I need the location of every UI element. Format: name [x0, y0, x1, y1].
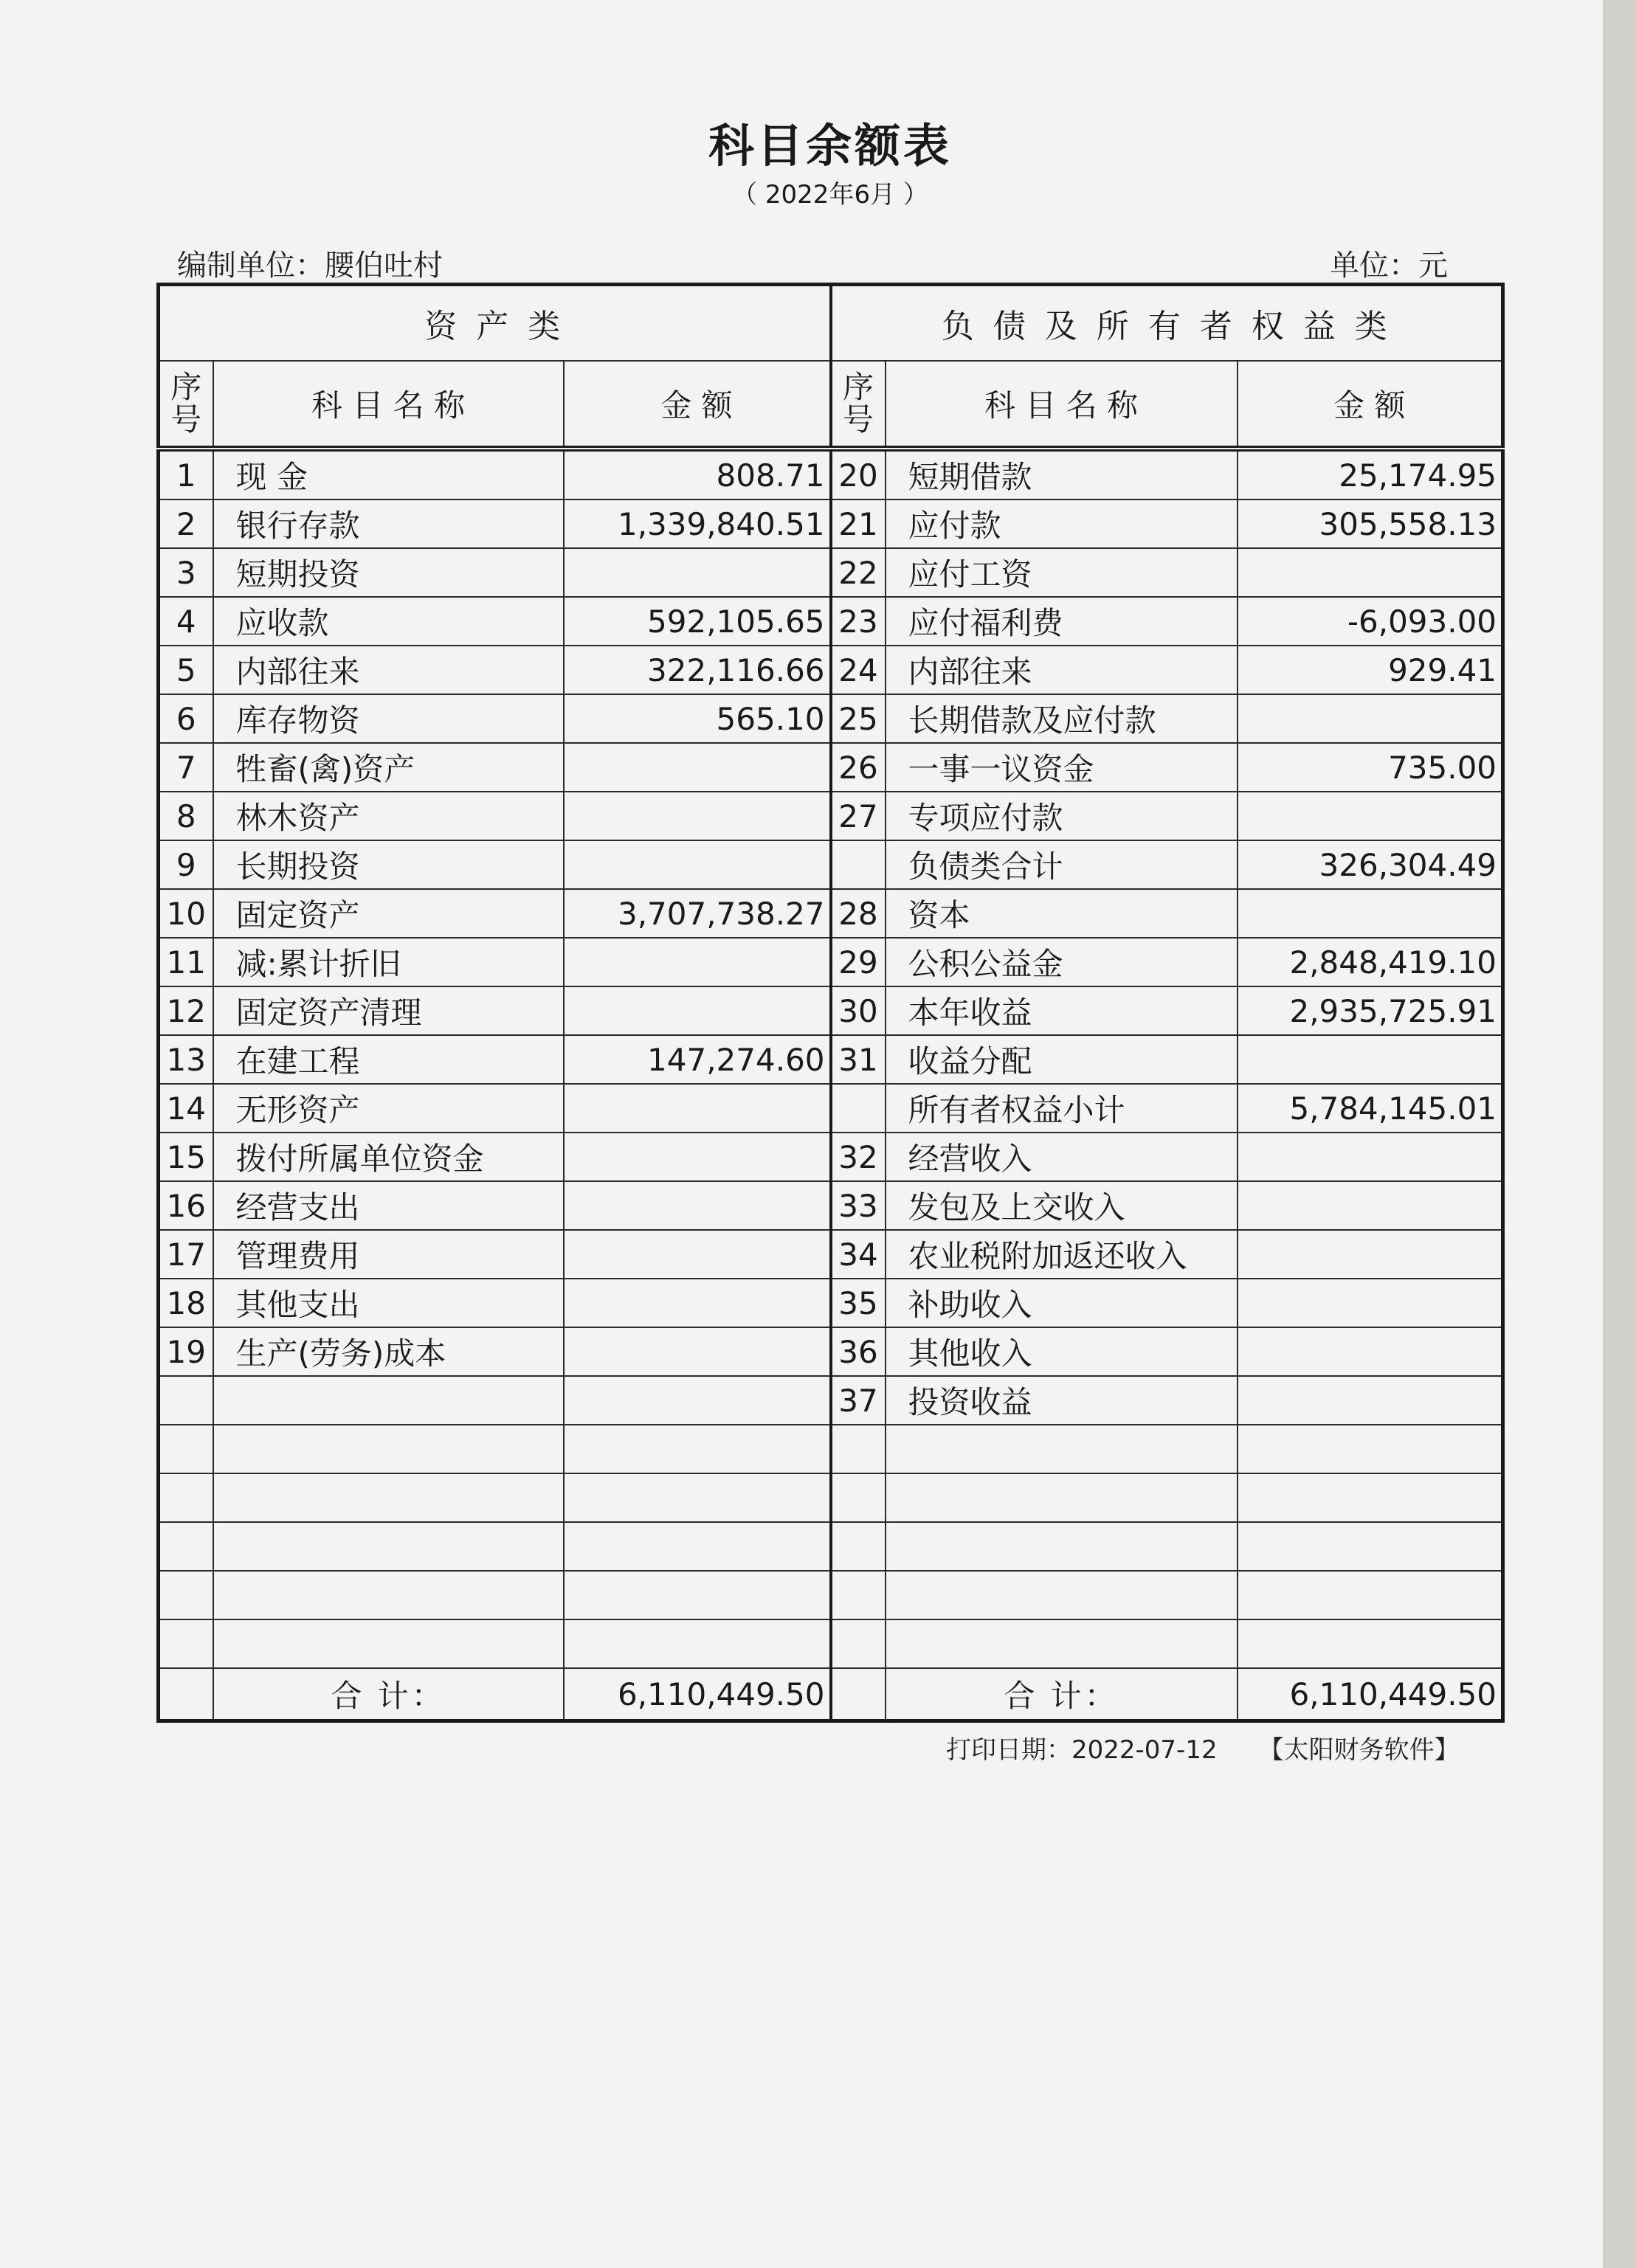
liability-subject-name: 负债类合计: [886, 840, 1238, 889]
liability-amount: 735.00: [1238, 743, 1503, 792]
liability-seq: [831, 840, 886, 889]
table-row: [159, 597, 1503, 646]
liability-amount: 25,174.95: [1238, 449, 1503, 499]
table-row: [159, 646, 1503, 694]
liability-amount: 326,304.49: [1238, 840, 1503, 889]
asset-subject-name: 拨付所属单位资金: [213, 1133, 564, 1181]
liability-subject-name: 其他收入: [886, 1327, 1238, 1376]
table-row: [159, 792, 1503, 840]
asset-subject-name: 内部往来: [213, 646, 564, 694]
liability-amount: [1238, 1376, 1503, 1425]
liability-subject-name: 经营收入: [886, 1133, 1238, 1181]
liability-seq: 22: [831, 548, 886, 597]
asset-subject-name: [213, 1571, 564, 1619]
liability-subject-name: 公积公益金: [886, 938, 1238, 986]
liability-amount: [1238, 1279, 1503, 1327]
category-row: [159, 285, 1503, 362]
asset-subject-name: 生产(劳务)成本: [213, 1327, 564, 1376]
table-row: [159, 1279, 1503, 1327]
liability-subject-name: 专项应付款: [886, 792, 1238, 840]
liability-seq: 35: [831, 1279, 886, 1327]
assets-total-seq: [159, 1668, 213, 1721]
liability-amount: [1238, 548, 1503, 597]
liability-amount: [1238, 1230, 1503, 1279]
asset-amount: [564, 548, 831, 597]
liability-seq: 25: [831, 694, 886, 743]
asset-amount: 147,274.60: [564, 1035, 831, 1084]
preparing-unit: 编制单位：腰伯吐村: [177, 249, 443, 283]
asset-subject-name: 减:累计折旧: [213, 938, 564, 986]
asset-amount: [564, 1571, 831, 1619]
table-row: [159, 1376, 1503, 1425]
liability-seq: 31: [831, 1035, 886, 1084]
table-row: [159, 1571, 1503, 1619]
seq-header-right: 序 号: [831, 361, 886, 449]
table-row: [159, 1619, 1503, 1668]
asset-seq: 6: [159, 694, 213, 743]
liability-amount: 305,558.13: [1238, 499, 1503, 548]
asset-subject-name: 林木资产: [213, 792, 564, 840]
subject-name-header-right: 科 目 名 称: [886, 361, 1238, 449]
totals-row: [159, 1668, 1503, 1721]
liability-seq: [831, 1571, 886, 1619]
asset-seq: 7: [159, 743, 213, 792]
asset-amount: 322,116.66: [564, 646, 831, 694]
asset-subject-name: 其他支出: [213, 1279, 564, 1327]
liability-seq: 34: [831, 1230, 886, 1279]
liability-amount: [1238, 792, 1503, 840]
asset-subject-name: 在建工程: [213, 1035, 564, 1084]
asset-seq: [159, 1571, 213, 1619]
liability-amount: 2,848,419.10: [1238, 938, 1503, 986]
liability-amount: [1238, 1425, 1503, 1473]
asset-seq: 1: [159, 449, 213, 499]
liability-subject-name: 资本: [886, 889, 1238, 938]
asset-subject-name: 牲畜(禽)资产: [213, 743, 564, 792]
asset-seq: 12: [159, 986, 213, 1035]
asset-seq: 14: [159, 1084, 213, 1133]
table-row: [159, 938, 1503, 986]
table-row: [159, 743, 1503, 792]
asset-seq: 19: [159, 1327, 213, 1376]
liability-amount: -6,093.00: [1238, 597, 1503, 646]
asset-amount: [564, 1133, 831, 1181]
table-row: [159, 1473, 1503, 1522]
asset-amount: [564, 986, 831, 1035]
liability-seq: [831, 1084, 886, 1133]
liability-subject-name: 发包及上交收入: [886, 1181, 1238, 1230]
table-row: [159, 840, 1503, 889]
liability-amount: [1238, 1619, 1503, 1668]
asset-subject-name: 库存物资: [213, 694, 564, 743]
amount-header-left: 金 额: [564, 361, 831, 449]
liability-seq: 20: [831, 449, 886, 499]
asset-subject-name: 无形资产: [213, 1084, 564, 1133]
asset-amount: [564, 1084, 831, 1133]
liability-seq: 30: [831, 986, 886, 1035]
liability-subject-name: 应付款: [886, 499, 1238, 548]
asset-seq: 13: [159, 1035, 213, 1084]
table-row: [159, 1084, 1503, 1133]
liability-seq: 24: [831, 646, 886, 694]
print-footer: [946, 1729, 1460, 1766]
liability-seq: 27: [831, 792, 886, 840]
asset-seq: 17: [159, 1230, 213, 1279]
asset-amount: [564, 1181, 831, 1230]
liability-subject-name: 本年收益: [886, 986, 1238, 1035]
report-title: 科目余额表: [708, 119, 952, 173]
liability-amount: [1238, 1571, 1503, 1619]
asset-amount: 565.10: [564, 694, 831, 743]
asset-amount: [564, 1425, 831, 1473]
liability-amount: [1238, 1181, 1503, 1230]
table-row: [159, 1522, 1503, 1571]
table-row: [159, 1425, 1503, 1473]
liability-seq: 26: [831, 743, 886, 792]
liabilities-category-header: 负 债 及 所 有 者 权 益 类: [831, 285, 1503, 362]
table-row: [159, 694, 1503, 743]
liability-subject-name: [886, 1522, 1238, 1571]
liability-amount: 2,935,725.91: [1238, 986, 1503, 1035]
asset-seq: 4: [159, 597, 213, 646]
table-row: [159, 499, 1503, 548]
asset-seq: [159, 1376, 213, 1425]
liability-seq: 37: [831, 1376, 886, 1425]
asset-subject-name: 管理费用: [213, 1230, 564, 1279]
liability-amount: 5,784,145.01: [1238, 1084, 1503, 1133]
asset-seq: 3: [159, 548, 213, 597]
asset-subject-name: [213, 1522, 564, 1571]
asset-subject-name: 固定资产: [213, 889, 564, 938]
liability-subject-name: 一事一议资金: [886, 743, 1238, 792]
liability-amount: [1238, 1522, 1503, 1571]
asset-subject-name: 应收款: [213, 597, 564, 646]
asset-subject-name: 短期投资: [213, 548, 564, 597]
table-row: [159, 1327, 1503, 1376]
seq-header-left: 序 号: [159, 361, 213, 449]
table-row: [159, 986, 1503, 1035]
liability-seq: 23: [831, 597, 886, 646]
asset-seq: 9: [159, 840, 213, 889]
assets-category-header: 资 产 类: [159, 285, 831, 362]
liability-seq: 29: [831, 938, 886, 986]
asset-seq: 11: [159, 938, 213, 986]
liability-subject-name: [886, 1571, 1238, 1619]
asset-seq: 18: [159, 1279, 213, 1327]
report-period: （ 2022年6月 ）: [732, 180, 928, 210]
asset-amount: [564, 1619, 831, 1668]
liability-seq: [831, 1522, 886, 1571]
asset-seq: 2: [159, 499, 213, 548]
subject-name-header-left: 科 目 名 称: [213, 361, 564, 449]
liability-subject-name: 内部往来: [886, 646, 1238, 694]
asset-subject-name: [213, 1619, 564, 1668]
asset-subject-name: [213, 1425, 564, 1473]
asset-amount: [564, 1230, 831, 1279]
asset-amount: [564, 840, 831, 889]
liability-amount: [1238, 1035, 1503, 1084]
liability-subject-name: 农业税附加返还收入: [886, 1230, 1238, 1279]
liabilities-total-seq: [831, 1668, 886, 1721]
amount-header-right: 金 额: [1238, 361, 1503, 449]
liability-seq: 36: [831, 1327, 886, 1376]
asset-amount: [564, 1376, 831, 1425]
liability-seq: 32: [831, 1133, 886, 1181]
asset-amount: 1,339,840.51: [564, 499, 831, 548]
asset-amount: [564, 938, 831, 986]
paper-edge: [1603, 0, 1636, 2268]
currency-unit: 单位：元: [1330, 249, 1448, 283]
liability-subject-name: 收益分配: [886, 1035, 1238, 1084]
liabilities-total-label: 合 计：: [886, 1668, 1238, 1721]
asset-seq: 8: [159, 792, 213, 840]
liability-subject-name: 补助收入: [886, 1279, 1238, 1327]
table-row: [159, 548, 1503, 597]
asset-subject-name: 银行存款: [213, 499, 564, 548]
asset-seq: 10: [159, 889, 213, 938]
asset-amount: [564, 1522, 831, 1571]
asset-amount: [564, 743, 831, 792]
asset-amount: [564, 792, 831, 840]
liability-amount: [1238, 1473, 1503, 1522]
asset-amount: [564, 1473, 831, 1522]
table-row: [159, 1133, 1503, 1181]
liability-subject-name: [886, 1425, 1238, 1473]
liability-seq: [831, 1619, 886, 1668]
asset-seq: 16: [159, 1181, 213, 1230]
asset-amount: 3,707,738.27: [564, 889, 831, 938]
liability-amount: 929.41: [1238, 646, 1503, 694]
print-date: 打印日期：2022-07-12: [946, 1735, 1218, 1765]
table-row: [159, 1035, 1503, 1084]
table-row: [159, 1230, 1503, 1279]
liability-seq: 33: [831, 1181, 886, 1230]
column-header-row: [159, 361, 1503, 449]
liability-subject-name: 应付工资: [886, 548, 1238, 597]
asset-subject-name: 长期投资: [213, 840, 564, 889]
assets-total-label: 合 计：: [213, 1668, 564, 1721]
liability-subject-name: [886, 1473, 1238, 1522]
asset-subject-name: 经营支出: [213, 1181, 564, 1230]
liability-seq: 28: [831, 889, 886, 938]
liability-subject-name: 投资收益: [886, 1376, 1238, 1425]
liability-seq: 21: [831, 499, 886, 548]
software-name: 【太阳财务软件】: [1258, 1735, 1460, 1765]
liability-subject-name: 长期借款及应付款: [886, 694, 1238, 743]
liability-amount: [1238, 1133, 1503, 1181]
asset-seq: [159, 1619, 213, 1668]
asset-subject-name: 固定资产清理: [213, 986, 564, 1035]
asset-subject-name: [213, 1376, 564, 1425]
asset-seq: [159, 1425, 213, 1473]
asset-amount: [564, 1327, 831, 1376]
liability-subject-name: 短期借款: [886, 449, 1238, 499]
asset-subject-name: [213, 1473, 564, 1522]
liability-seq: [831, 1473, 886, 1522]
liability-subject-name: [886, 1619, 1238, 1668]
asset-amount: 592,105.65: [564, 597, 831, 646]
table-row: [159, 889, 1503, 938]
table-row: [159, 1181, 1503, 1230]
balance-table: [156, 283, 1505, 1723]
assets-total-amount: 6,110,449.50: [564, 1668, 831, 1721]
asset-seq: [159, 1473, 213, 1522]
liability-amount: [1238, 694, 1503, 743]
liability-subject-name: 所有者权益小计: [886, 1084, 1238, 1133]
asset-amount: 808.71: [564, 449, 831, 499]
liability-subject-name: 应付福利费: [886, 597, 1238, 646]
table-row: [159, 449, 1503, 499]
asset-amount: [564, 1279, 831, 1327]
asset-subject-name: 现 金: [213, 449, 564, 499]
liability-seq: [831, 1425, 886, 1473]
liabilities-total-amount: 6,110,449.50: [1238, 1668, 1503, 1721]
asset-seq: [159, 1522, 213, 1571]
liability-amount: [1238, 889, 1503, 938]
asset-seq: 15: [159, 1133, 213, 1181]
asset-seq: 5: [159, 646, 213, 694]
liability-amount: [1238, 1327, 1503, 1376]
